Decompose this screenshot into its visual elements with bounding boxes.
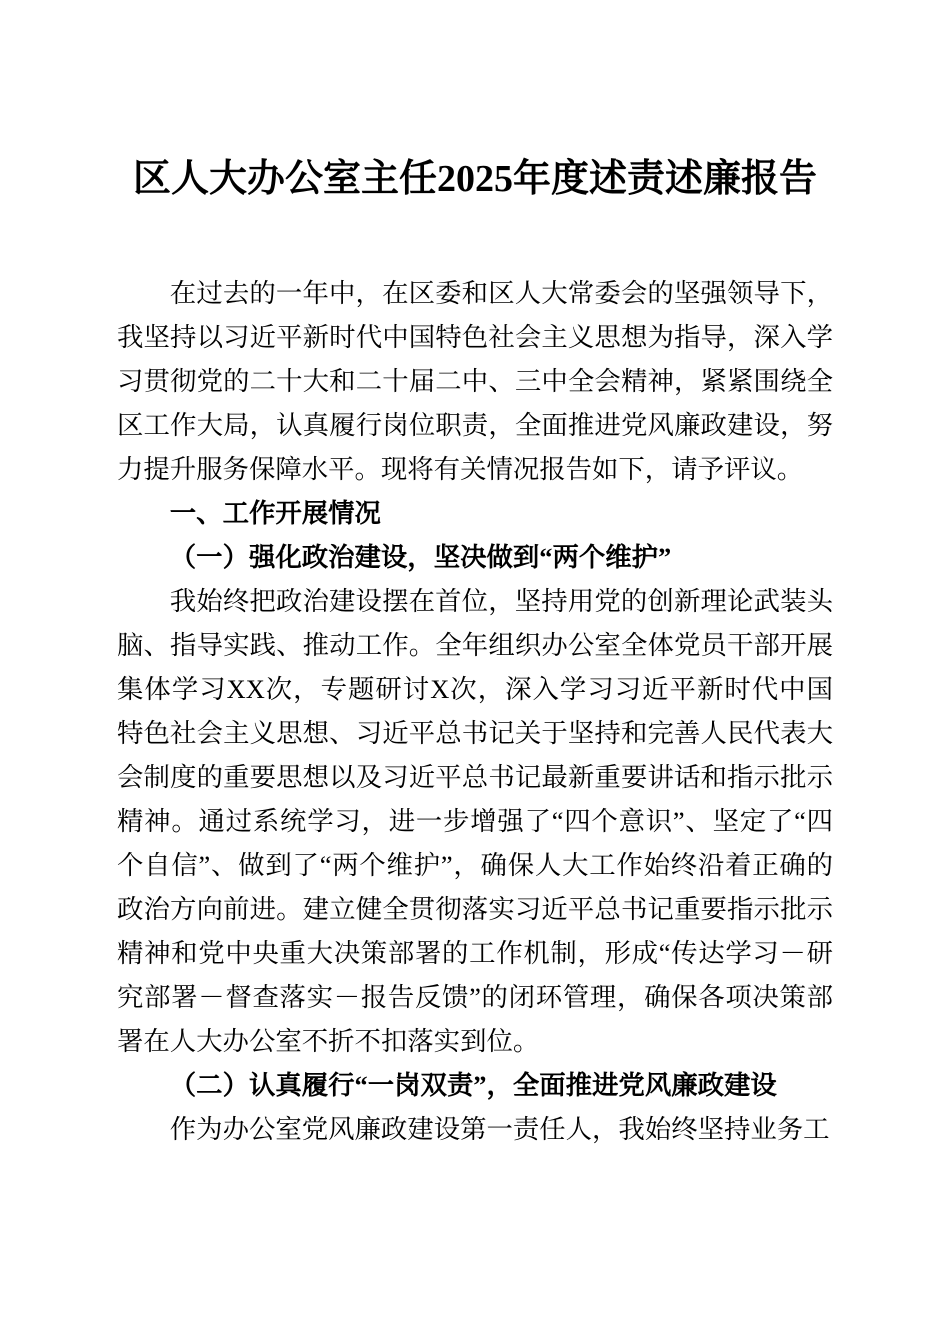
subsection-1-2-body: 作为办公室党风廉政建设第一责任人，我始终坚持业务工	[169, 1114, 830, 1144]
subsection-1-1-heading: （一）强化政治建设，坚决做到“两个维护”	[169, 542, 672, 572]
subsection-1-2-heading: （二）认真履行“一岗双责”，全面推进党风廉政建设	[169, 1070, 777, 1100]
document-title: 区人大办公室主任2025年度述责述廉报告	[132, 158, 817, 200]
section-1-heading: 一、工作开展情况	[169, 498, 381, 528]
intro-paragraph: 在过去的一年中，在区委和区人大常委会的坚强领导下，我坚持以习近平新时代中国特色社会主义思想为指导，深入学习贯彻党的二十大和二十届二中、三中全会精神，紧紧围绕全区工作大局，认真履行岗位职责，全面推进党风廉政建设，努力提升服务保障水平。现将有关情况报告如下，请予评议。	[117, 278, 833, 484]
subsection-1-1-body: 我始终把政治建设摆在首位，坚持用党的创新理论武装头脑、指导实践、推动工作。全年组织办公室全体党员干部开展集体学习XX次，专题研讨X次，深入学习习近平新时代中国特色社会主义思想、习近平总书记关于坚持和完善人民代表大会制度的重要思想以及习近平总书记最新重要讲话和指示批示精神。通过系统学习，进一步增强了“四个意识”、坚定了“四个自信”、做到了“两个维护”，确保人大工作始终沿着正确的政治方向前进。建立健全贯彻落实习近平总书记重要指示批示精神和党中央重大决策部署的工作机制，形成“传达学习－研究部署－督查落实－报告反馈”的闭环管理，确保各项决策部署在人大办公室不折不扣落实到位。	[117, 586, 833, 1056]
